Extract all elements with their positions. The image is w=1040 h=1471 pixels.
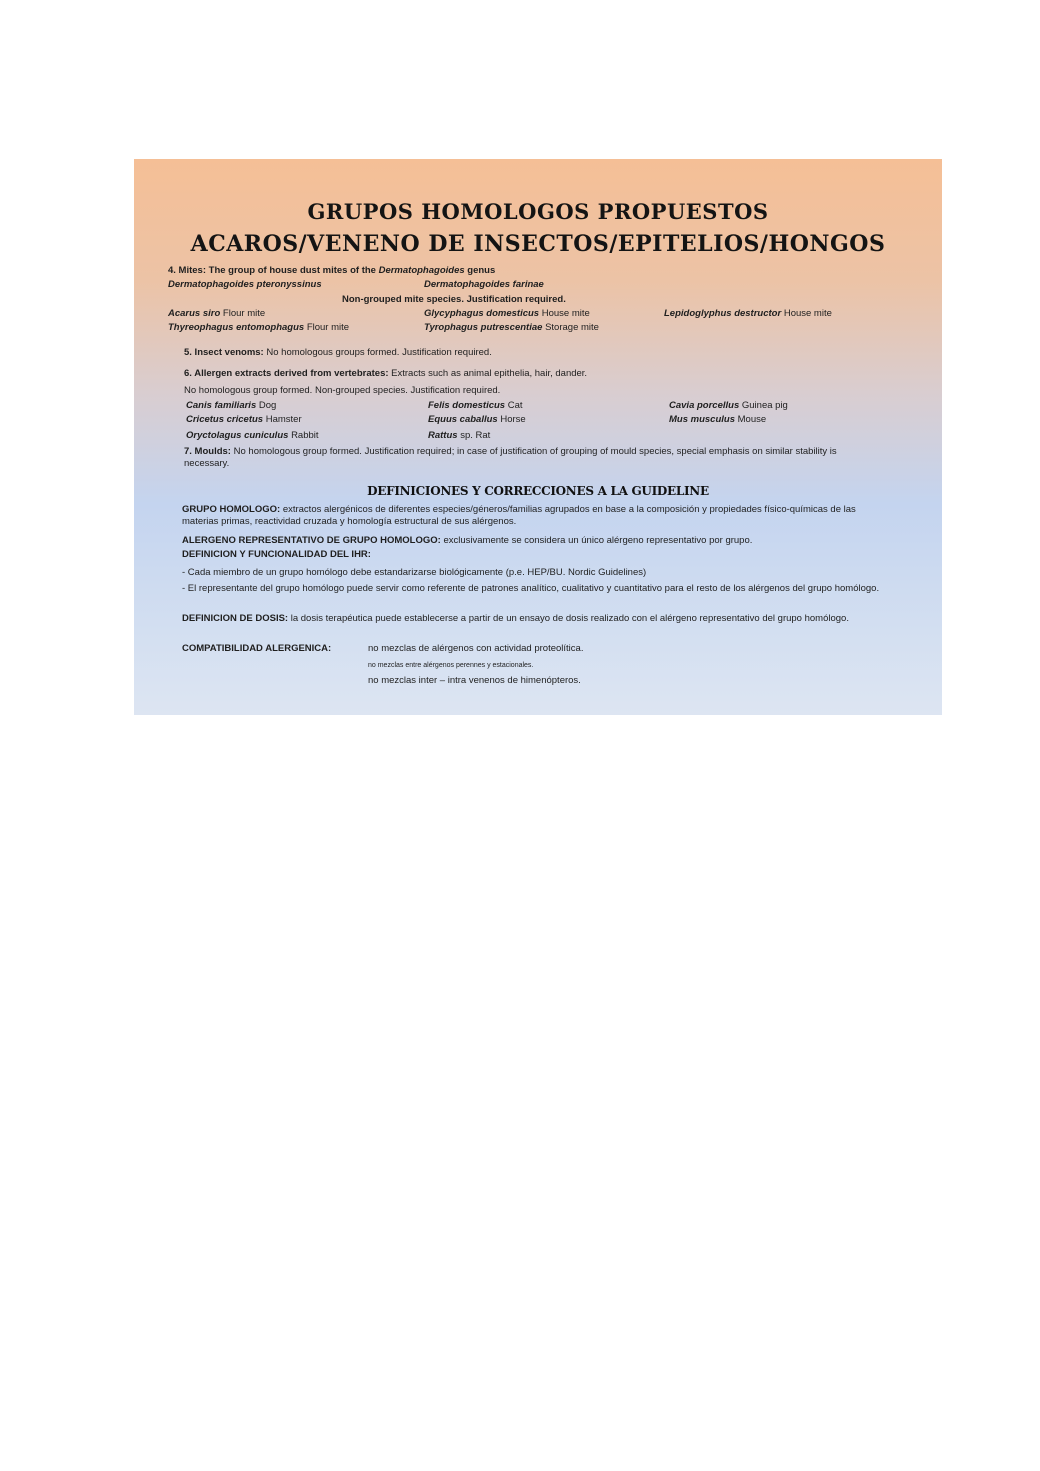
- compatibilidad-line-1: no mezclas de alérgenos con actividad proteolítica.: [368, 643, 584, 654]
- species-cavia: Cavia porcellus Guinea pig: [669, 400, 788, 411]
- species-acarus-siro: Acarus siro Flour mite: [168, 308, 266, 319]
- slide: [134, 159, 942, 715]
- ihr-bullet-1: - Cada miembro de un grupo homólogo debe estandarizarse biológicamente (p.e. HEP/BU. Nordic Guidelines): [182, 567, 647, 578]
- moulds: 7. Moulds: No homologous group formed. Justification required; in case of justification of grouping of mould species, special emphasis on similar stability is necessary.: [184, 446, 837, 469]
- species-canis: Canis familiaris Dog: [186, 400, 277, 411]
- compatibilidad-line-3: no mezclas inter – intra venenos de himenópteros.: [368, 675, 581, 686]
- definition-dosis: DEFINICION DE DOSIS: la dosis terapéutica puede establecerse a partir de un ensayo de dosis realizado con el alérgeno representativo del grupo homólogo.: [182, 613, 849, 624]
- definitions-heading: DEFINICIONES Y CORRECCIONES A LA GUIDELINE: [367, 484, 709, 498]
- definition-grupo-homologo: GRUPO HOMOLOGO: extractos alergénicos de diferentes especies/géneros/familias agrupados en base a la composición y propiedades físico-químicas de las materias primas, reactividad cruzada y homología estructural de sus alérgenos.: [182, 504, 856, 527]
- insect-venoms: 5. Insect venoms: No homologous groups formed. Justification required.: [184, 347, 492, 358]
- species-oryctolagus: Oryctolagus cuniculus Rabbit: [186, 430, 319, 441]
- species-rattus: Rattus sp. Rat: [428, 430, 491, 441]
- species-d-pteronyssinus: Dermatophagoides pteronyssinus: [168, 279, 322, 290]
- species-felis: Felis domesticus Cat: [428, 400, 523, 411]
- species-cricetus: Cricetus cricetus Hamster: [186, 414, 302, 425]
- slide-title-line1: GRUPOS HOMOLOGOS PROPUESTOS: [307, 199, 769, 224]
- compatibilidad-label: COMPATIBILIDAD ALERGENICA:: [182, 643, 332, 654]
- species-thyreophagus: Thyreophagus entomophagus Flour mite: [168, 322, 350, 333]
- slide-title-line2: ACAROS/VENENO DE INSECTOS/EPITELIOS/HONGOS: [190, 231, 886, 257]
- species-equus: Equus caballus Horse: [428, 414, 526, 425]
- species-tyrophagus: Tyrophagus putrescentiae Storage mite: [424, 322, 599, 333]
- vertebrates-note: No homologous group formed. Non-grouped species. Justification required.: [184, 385, 501, 396]
- compatibilidad-line-2: no mezclas entre alérgenos perennes y estacionales.: [368, 662, 534, 669]
- vertebrates-heading: 6. Allergen extracts derived from vertebrates: Extracts such as animal epithelia, hair, dander.: [184, 368, 588, 379]
- species-d-farinae: Dermatophagoides farinae: [424, 279, 544, 290]
- species-glycyphagus: Glycyphagus domesticus House mite: [424, 308, 590, 319]
- species-mus: Mus musculus Mouse: [669, 414, 767, 425]
- species-lepidoglyphus: Lepidoglyphus destructor House mite: [664, 308, 832, 319]
- definition-ihr-heading: DEFINICION Y FUNCIONALIDAD DEL IHR:: [182, 549, 371, 560]
- definition-alergeno-representativo: ALERGENO REPRESENTATIVO DE GRUPO HOMOLOGO: exclusivamente se considera un único alérgeno representativo por grupo.: [182, 535, 753, 546]
- non-grouped-mites: Non-grouped mite species. Justification required.: [342, 294, 566, 305]
- ihr-bullet-2: - El representante del grupo homólogo puede servir como referente de patrones analítico, cualitativo y cuantitativo para el resto de los alérgenos del grupo homólogo.: [182, 583, 880, 594]
- mites-heading: 4. Mites: The group of house dust mites of the Dermatophagoides genus: [168, 265, 496, 276]
